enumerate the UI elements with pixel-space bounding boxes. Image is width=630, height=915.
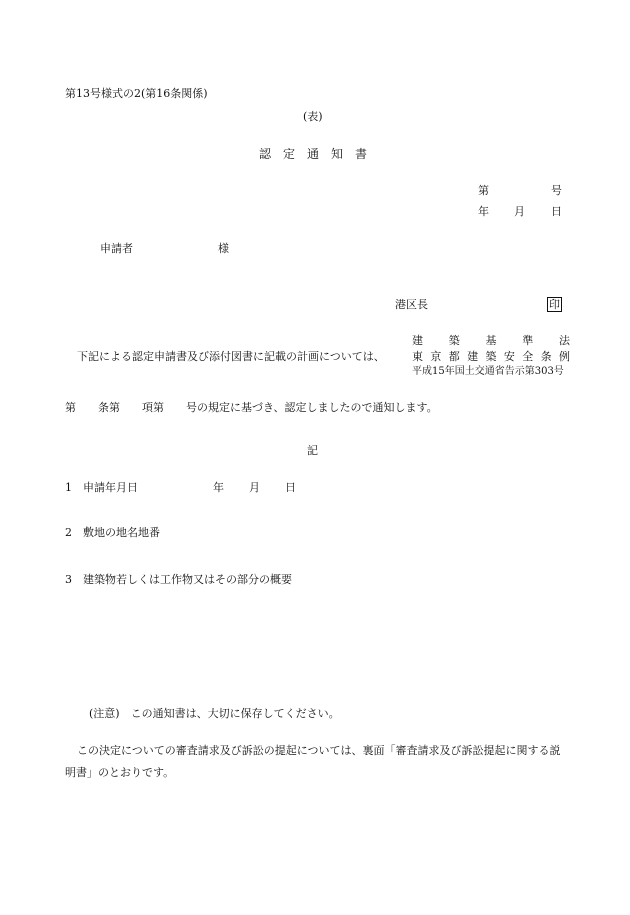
item-1-day: 日 [285, 481, 296, 494]
intro-text: 下記による認定申請書及び添付図書に記載の計画については、 [77, 350, 385, 363]
form-number: 第13号様式の2(第16条関係) [65, 87, 208, 100]
article-line: 第 条第 項第 号の規定に基づき、認定しましたので通知します。 [65, 401, 438, 414]
item-3-label: 3 建築物若しくは工作物又はその部分の概要 [65, 573, 292, 586]
page-title: 認 定 通 知 書 [259, 147, 368, 161]
front-label: (表) [303, 110, 323, 123]
appeal-text: この決定についての審査請求及び訴訟の提起については、裏面「審査請求及び訴訟提起に関する説明書」のとおりです。 [65, 744, 561, 779]
law-building-standards: 建 築 基 準 法 [412, 334, 570, 347]
applicant-label: 申請者 [100, 242, 133, 255]
ref-number-dai: 第 [478, 184, 489, 197]
item-2-label: 2 敷地の地名地番 [65, 526, 160, 539]
ref-number-go: 号 [551, 184, 562, 197]
seal-box [547, 297, 562, 312]
seal-mark: 印 [549, 298, 560, 311]
date-year: 年 [478, 205, 489, 218]
date-day: 日 [551, 205, 562, 218]
applicant-honorific: 様 [218, 242, 229, 255]
ki-heading: 記 [307, 444, 318, 457]
note-text: (注意) この通知書は、大切に保存してください。 [89, 707, 340, 720]
item-1-month: 月 [249, 481, 260, 494]
issuer-name: 港区長 [395, 298, 428, 311]
item-1-label: 1 申請年月日 [65, 481, 138, 494]
law-tokyo-ordinance: 東 京 都 建 築 安 全 条 例 [412, 350, 570, 363]
date-month: 月 [514, 205, 525, 218]
item-1-year: 年 [213, 481, 224, 494]
law-mlit-notice: 平成15年国土交通省告示第303号 [412, 366, 564, 377]
